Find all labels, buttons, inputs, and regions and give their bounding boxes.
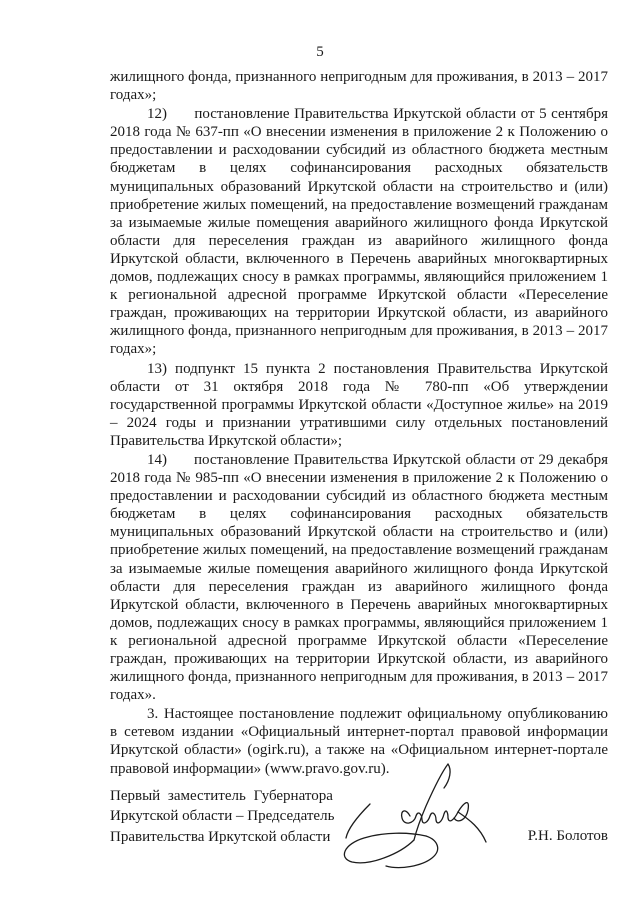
paragraph-item-14: 14) постановление Правительства Иркутской области от 29 декабря 2018 года № 985-пп «О внесении изменения в приложение 2 к Положению о предоставлении и расходовании субсидий из областного бюджета местным бюджетам в целях софинансирования расходных обязательств муниципальных образований Иркутской области на строительство и (или) приобретение жилых помещений, на предоставление возмещений гражданам за изымаемые жилые помещения аварийного жилищного фонда Иркутской области для переселения граждан из аварийного жилищного фонда Иркутской области, включенного в Перечень аварийных многоквартирных домов, подлежащих сносу в рамках программы, являющийся приложением 1 к региональной адресной программе Иркутской области «Переселение граждан, проживающих на территории Иркутской области, из аварийного жилищного фонда, признанного непригодным для проживания, в 2013 – 2017 годах».: [110, 451, 608, 704]
document-body: [110, 68, 608, 778]
paragraph-item-12: 12) постановление Правительства Иркутской области от 5 сентября 2018 года № 637-пп «О внесении изменения в приложение 2 к Положению о предоставлении и расходовании субсидий из областного бюджета местным бюджетам в целях софинансирования расходных обязательств муниципальных образований Иркутской области на строительство и (или) приобретение жилых помещений, на предоставление возмещений гражданам за изымаемые жилые помещения аварийного жилищного фонда Иркутской области для переселения граждан из аварийного жилищного фонда Иркутской области, включенного в Перечень аварийных многоквартирных домов, подлежащих сносу в рамках программы, являющийся приложением 1 к региональной адресной программе Иркутской области «Переселение граждан, проживающих на территории Иркутской области, из аварийного жилищного фонда, признанного непригодным для проживания, в 2013 – 2017 годах»;: [110, 106, 608, 358]
handwritten-signature-icon: [330, 758, 500, 878]
signatory-title-line-3: Правительства Иркутской области: [110, 828, 331, 845]
signatory-name: Р.Н. Болотов: [527, 828, 608, 844]
paragraph-clause-3: 3. Настоящее постановление подлежит официальному опубликованию в сетевом издании «Официальный интернет-портал правовой информации Иркутской области» (ogirk.ru), а также на «Официальном интернет-портале правовой информации» (www.pravo.gov.ru).: [110, 706, 608, 777]
paragraph-item-13: 13) подпункт 15 пункта 2 постановления Правительства Иркутской области от 31 октября 2018 года № 780-пп «Об утверждении государственной программы Иркутской области «Доступное жилье» на 2019 – 2024 годы и признании утратившими силу отдельных постановлений Правительства Иркутской области»;: [110, 360, 608, 449]
paragraph-continuation: жилищного фонда, признанного непригодным для проживания, в 2013 – 2017 годах»;: [110, 69, 608, 104]
page-number: 5: [316, 44, 324, 60]
signatory-title-line-2: Иркутской области – Председатель: [110, 808, 335, 825]
signatory-title-line-1: Первый заместитель Губернатора: [110, 788, 333, 804]
